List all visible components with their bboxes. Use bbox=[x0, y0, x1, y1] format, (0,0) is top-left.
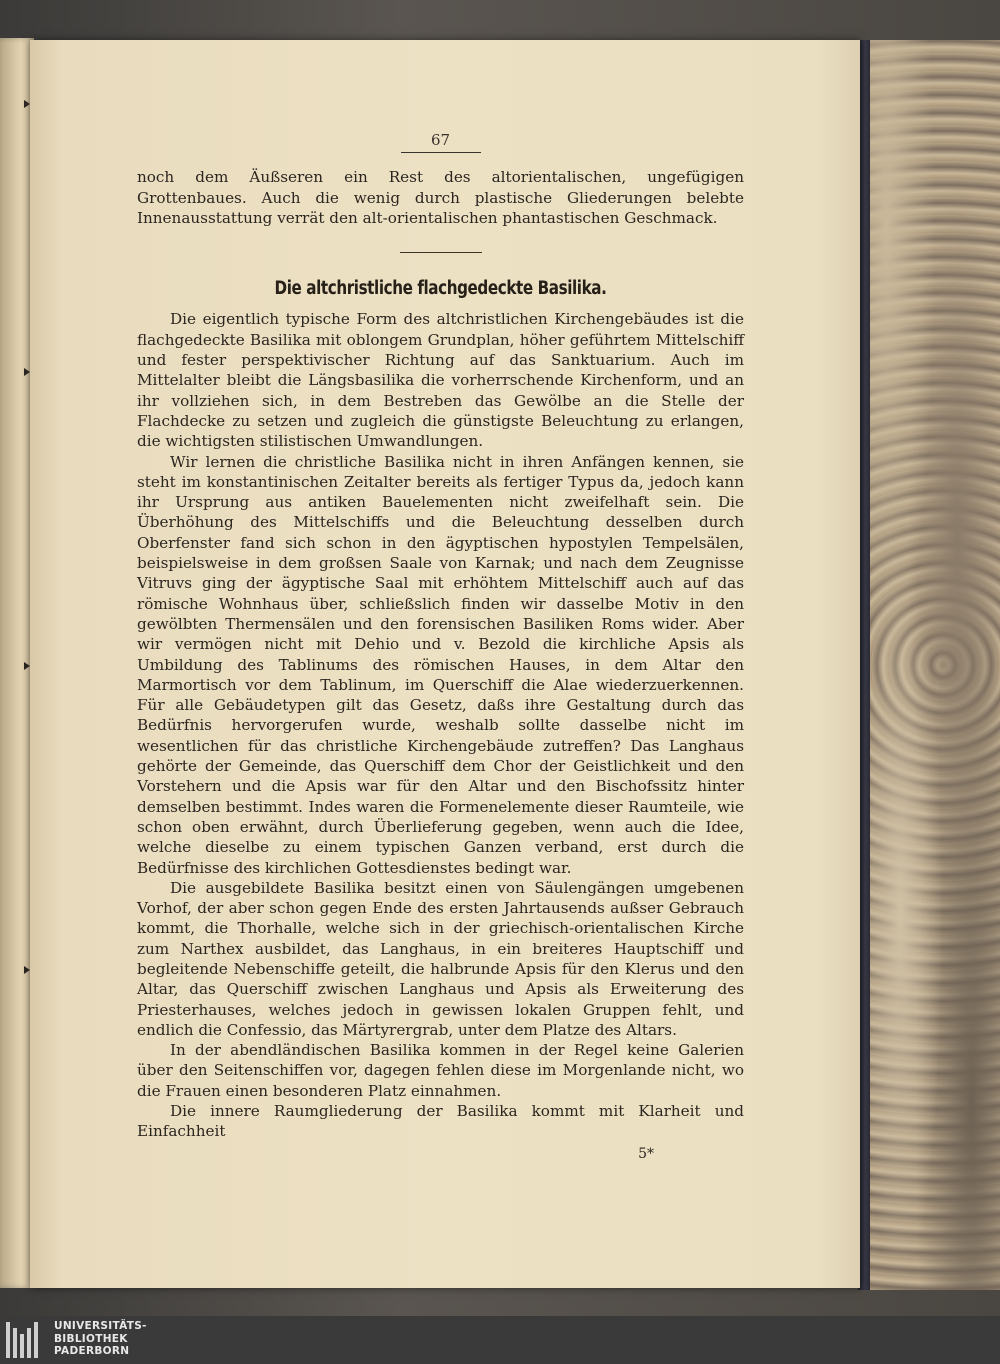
page-number-rule bbox=[401, 152, 481, 153]
page-marker-icon bbox=[24, 100, 30, 108]
library-logo-icon bbox=[6, 1322, 46, 1358]
logo-line: BIBLIOTHEK bbox=[54, 1332, 128, 1345]
signature-mark: 5* bbox=[638, 1145, 654, 1162]
intro-paragraph: noch dem Äußseren ein Rest des altorientalischen, ungefügigen Grottenbaues. Auch die wenig durch plastische Gliederungen belebte Innenausstattung verrät den alt-orientalischen phantastischen Geschmack. bbox=[137, 168, 744, 227]
page-marker-icon bbox=[24, 368, 30, 376]
library-logo-text bbox=[54, 1320, 147, 1358]
paragraph: Die ausgebildete Basilika besitzt einen von Säulengängen umgebenen Vorhof, der aber schon gegen Ende des ersten Jahrtausends außser Gebrauch kommt, die Thorhalle, welche sich in der griechisch-orientalischen Kirche zum Narthex ausbildet, das Langhaus, in ein breiteres Hauptschiff und begleitende Nebenschiffe geteilt, die halbrunde Apsis für den Klerus und den Altar, das Querschiff zwischen Langhaus und Apsis als Erweiterung des Priesterhauses, welches jedoch in gewissen lokalen Gruppen fehlt, und endlich die Confessio, das Märtyrergrab, unter dem Platze des Altars. bbox=[137, 878, 744, 1039]
page-number: 67 bbox=[430, 131, 451, 149]
page-marker-icon bbox=[24, 966, 30, 974]
section-title: Die altchristliche flachgedeckte Basilika. bbox=[274, 278, 607, 300]
library-footer bbox=[0, 1316, 1000, 1364]
section-divider bbox=[400, 252, 482, 253]
paragraph: Die eigentlich typische Form des altchristlichen Kirchengebäudes ist die flachgedeckte Basilika mit oblongem Grundplan, höher geführtem Mittelschiff und fester perspektivischer Richtung auf das Sanktuarium. Auch im Mittelalter bleibt die Längsbasilika die vorherrschende Kirchenform, und an ihr vollziehen sich, in dem Bestreben das Gewölbe an die Stelle der Flachdecke zu setzen und zugleich die günstigste Beleuchtung zu erlangen, die wichtigsten stilistischen Umwandlungen. bbox=[137, 310, 744, 451]
logo-line: PADERBORN bbox=[54, 1345, 130, 1357]
marbled-cover bbox=[858, 40, 1000, 1290]
paragraph: Die innere Raumgliederung der Basilika kommt mit Klarheit und Einfachheit bbox=[137, 1102, 744, 1141]
page-marker-icon bbox=[24, 662, 30, 670]
paragraph: In der abendländischen Basilika kommen in der Regel keine Galerien über den Seitenschiffen vor, dagegen fehlen diese im Morgenlande nicht, wo die Frauen einen besonderen Platz einnahmen. bbox=[137, 1041, 744, 1100]
paragraph: Wir lernen die christliche Basilika nicht in ihren Anfängen kennen, sie steht im konstantinischen Zeitalter bereits als fertiger Typus da, jedoch kann ihr Ursprung aus antiken Bauelementen nicht zweifelhaft sein. Die Überhöhung des Mittelschiffs und die Beleuchtung desselben durch Oberfenster fand sich schon in den ägyptischen hypostylen Tempelsälen, beispielsweise in dem großsen Saale von Karnak; und nach dem Zeugnisse Vitruvs ging der ägyptische Saal mit erhöhtem Mittelschiff auch auf das römische Wohnhaus über, schließslich finden wir dasselbe Motiv in den gewölbten Thermensälen und den forensischen Basiliken Roms wider. Aber wir vermögen nicht mit Dehio und v. Bezold die kirchliche Apsis als Umbildung des Tablinums des römischen Hauses, in dem Altar den Marmortisch vor dem Tablinum, im Querschiff die Alae wiederzuerkennen. Für alle Gebäudetypen gilt das Gesetz, daßs ihre Gestaltung durch das Bedürfnis hervorgerufen wurde, weshalb sollte dasselbe nicht im wesentlichen für das christliche Kirchengebäude zutreffen? Das Langhaus gehörte der Gemeinde, das Querschiff dem Chor der Geistlichkeit und den Vorstehern und die Apsis war für den Altar und den Bischofssitz hinter demselben bestimmt. Indes waren die Formenelemente dieser Raumteile, wie schon oben erwähnt, durch Überlieferung gegeben, wenn auch die Idee, welche dieselbe zu einem typischen Ganzen verband, erst durch die Bedürfnisse des kirchlichen Gottesdienstes bedingt war. bbox=[137, 452, 744, 877]
page-text bbox=[137, 130, 744, 1164]
logo-line: UNIVERSITÄTS- bbox=[54, 1320, 147, 1332]
